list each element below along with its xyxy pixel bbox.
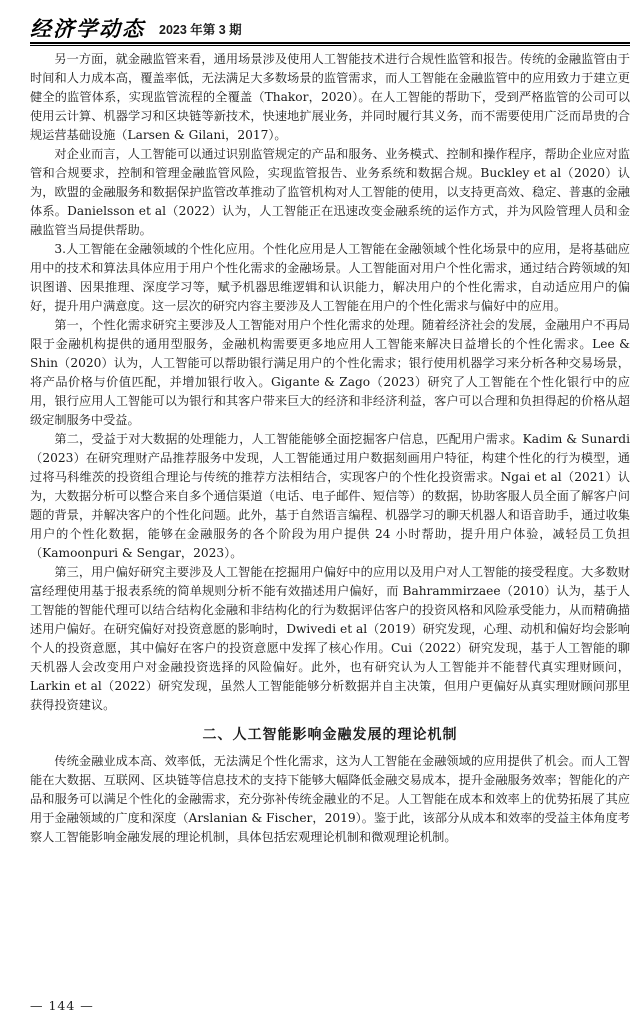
paragraph: 3.人工智能在金融领域的个性化应用。个性化应用是人工智能在金融领域个性化场景中的应用，是将基础应用中的技术和算法具体应用于用户个性化需求的金融场景。人工智能面对用户个性化需求，通过结合跨领域的知识图谱、因果推理、深度学习等，赋予机器思维逻辑和认识能力，解决用户的个性化需求，自动适应用户的偏好，提升用户满意度。这一层次的研究内容主要涉及人工智能在用户的个性化需求与偏好中的应用。 xyxy=(30,242,630,313)
page-header xyxy=(30,8,630,42)
issue-label: 2023 年第 3 期 xyxy=(159,23,242,37)
article-body xyxy=(30,50,630,847)
paragraph: 传统金融业成本高、效率低，无法满足个性化需求，这为人工智能在金融领域的应用提供了机会。而人工智能在大数据、互联网、区块链等信息技术的支持下能够大幅降低金融交易成本，提升金融服务效率；智能化的产品和服务可以满足个性化的金融需求，充分弥补传统金融业的不足。人工智能在成本和效率上的优势拓展了其应用于金融领域的广度和深度（Arslanian & Fischer，2019）。鉴于此，该部分从成本和效率的受益主体角度考察人工智能影响金融发展的理论机制，具体包括宏观理论机制和微观理论机制。 xyxy=(30,754,630,844)
paragraph: 第三，用户偏好研究主要涉及人工智能在挖掘用户偏好中的应用以及用户对人工智能的接受程度。大多数财富经理使用基于报表系统的简单规则分析不能有效描述用户偏好，而 Bahrammirzaee（2010）认为，基于人工智能的智能代理可以结合结构化金融和非结构化的行为数据评估客户的投资风格和风险承受能力，从而精确描述用户偏好。在研究偏好对投资意愿的影响时，Dwivedi et al（2019）研究发现，心理、动机和偏好均会影响个人的投资意愿，其中偏好在客户的投资意愿中发挥了核心作用。Cui（2022）研究发现，基于人工智能的聊天机器人会改变用户对金融投资选择的风险偏好。此外，也有研究认为人工智能并不能替代真实理财顾问，Larkin et al（2022）研究发现，虽然人工智能能够分析数据并自主决策，但用户更偏好从真实理财顾问那里获得投资建议。 xyxy=(30,565,630,712)
paragraph: 对企业而言，人工智能可以通过识别监管规定的产品和服务、业务模式、控制和操作程序，帮助企业应对监管和合规要求，控制和管理金融监管风险，实现监管报告、业务系统和数据合规。Buckley et al（2020）认为，欧盟的金融服务和数据保护监管改革推动了监管机构对人工智能的使用，以支持更高效、稳定、普惠的金融体系。Danielsson et al（2022）认为，人工智能正在迅速改变金融系统的运作方式，并为风险管理人员和金融监管当局提供帮助。 xyxy=(30,147,630,237)
journal-name: 经济学动态 xyxy=(30,16,145,41)
header-rule-thick xyxy=(30,42,630,44)
page-number: — 144 — xyxy=(30,998,94,1013)
paragraph: 另一方面，就金融监管来看，通用场景涉及使用人工智能技术进行合规性监管和报告。传统的金融监管由于时间和人力成本高，覆盖率低，无法满足大多数场景的监管需求，而人工智能在金融监管中的应用致力于建立更健全的监管体系，实现监管流程的全覆盖（Thakor，2020）。在人工智能的帮助下，受到严格监管的公司可以使用云计算、机器学习和区块链等新技术，快速地扩展业务，并同时履行其义务，而不需要使用广泛而昂贵的合规运营基础设施（Larsen & Gilani，2017）。 xyxy=(30,52,630,142)
paragraph: 第一，个性化需求研究主要涉及人工智能对用户个性化需求的处理。随着经济社会的发展，金融用户不再局限于金融机构提供的通用型服务，金融机构需要更多地应用人工智能来解决日益增长的个性化需求。Lee & Shin（2020）认为，人工智能可以帮助银行满足用户的个性化需求；银行使用机器学习来分析各种交易场景，将产品价格与价值匹配，并增加银行收入。Gigante & Zago（2023）研究了人工智能在个性化银行中的应用，银行应用人工智能可以为银行和其客户带来巨大的经济和非经济利益，客户可以合理和负担得起的价格从超级定制服务中受益。 xyxy=(30,318,630,427)
section-heading: 二、人工智能影响金融发展的理论机制 xyxy=(202,726,458,742)
paragraph: 第二，受益于对大数据的处理能力，人工智能能够全面挖掘客户信息，匹配用户需求。Kadim & Sunardi（2023）在研究理财产品推荐服务中发现，人工智能通过用户数据刻画用户特征，构建个性化的行为模型，通过将马科维茨的投资组合理论与传统的推荐方法相结合，实现客户的个性化投资需求。Ngai et al（2021）认为，大数据分析可以整合来自多个通信渠道（电话、电子邮件、短信等）的数据，协助客服人员全面了解客户问题的背景，并解决客户的个性化问题。此外，基于自然语言编程、机器学习的聊天机器人和语音助手，通过收集用户的个性化数据，能够在金融服务的各个阶段为用户提供 24 小时帮助，提升用户体验，减轻员工负担（Kamoonpuri & Sengar，2023）。 xyxy=(30,432,630,560)
header-rule-thin xyxy=(30,45,630,46)
